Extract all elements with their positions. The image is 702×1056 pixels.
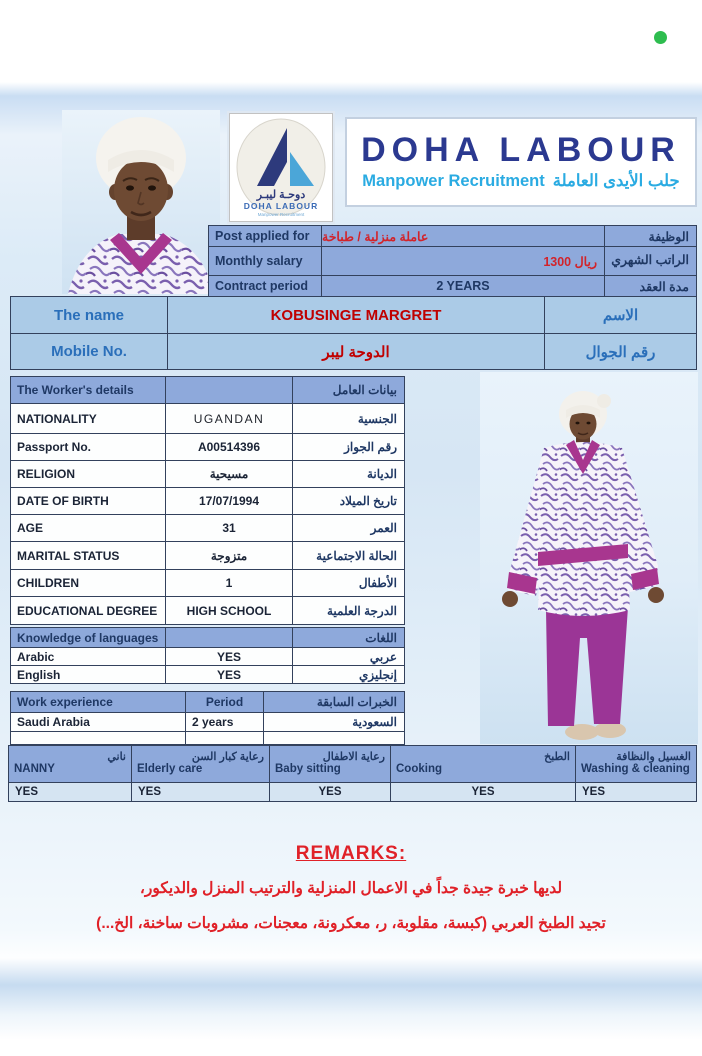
details-row-label: CHILDREN <box>11 570 166 597</box>
mobile-value: الدوحة ليبر <box>168 334 545 370</box>
details-row-arabic: الحالة الاجتماعية <box>293 542 405 570</box>
worker-fullbody-illustration <box>480 372 698 744</box>
worker-headshot-photo <box>62 110 220 294</box>
remarks-line: لديها خبرة جيدة جداً في الاعمال المنزلية والترتيب المنزل والديكور، <box>139 880 563 897</box>
skill-value: YES <box>576 783 697 802</box>
post-row-value: 2 YEARS <box>322 276 605 297</box>
green-status-dot <box>654 31 667 44</box>
skill-value: YES <box>132 783 270 802</box>
skill-header <box>9 746 132 783</box>
details-row-value: 1 <box>166 570 293 597</box>
skill-value: YES <box>270 783 391 802</box>
details-row-arabic: العمر <box>293 515 405 542</box>
language-row-label: English <box>11 666 166 684</box>
details-row-arabic: الدرجة العلمية <box>293 597 405 625</box>
logo-arabic-name: دوحـة ليبـر <box>256 189 306 201</box>
worker-fullbody-photo <box>480 372 698 744</box>
post-row-arabic: الوظيفة <box>605 226 697 247</box>
language-row-arabic: إنجليزي <box>293 666 405 684</box>
details-row-value: مسيحية <box>166 461 293 488</box>
post-applied-table <box>208 225 697 297</box>
worker-details-table <box>10 376 405 625</box>
details-row-value: 31 <box>166 515 293 542</box>
details-row-label: AGE <box>11 515 166 542</box>
languages-header-arabic: اللغات <box>293 628 405 648</box>
language-row-arabic: عربي <box>293 648 405 666</box>
skill-header-label: NANNY <box>14 763 55 776</box>
languages-header-spacer <box>166 628 293 648</box>
skills-table <box>8 745 697 802</box>
details-row-label: NATIONALITY <box>11 404 166 434</box>
languages-table <box>10 627 405 684</box>
experience-header-period: Period <box>186 692 264 713</box>
name-row-label: Mobile No. <box>11 334 168 370</box>
details-row-label: MARITAL STATUS <box>11 542 166 570</box>
details-header-arabic: بيانات العامل <box>293 377 405 404</box>
agency-logo <box>229 113 333 222</box>
experience-empty-cell <box>186 732 264 745</box>
details-row-value: متزوجة <box>166 542 293 570</box>
details-row-value: A00514396 <box>166 434 293 461</box>
language-row-value: YES <box>166 648 293 666</box>
name-table <box>10 296 697 370</box>
details-row-arabic: الأطفال <box>293 570 405 597</box>
skill-header-arabic: الغسيل والنظافة <box>616 750 691 763</box>
post-row-value: 1300 ريال <box>322 247 605 276</box>
details-row-arabic: الجنسية <box>293 404 405 434</box>
experience-row-label: Saudi Arabia <box>11 713 186 732</box>
logo-english-name: DOHA LABOUR <box>243 201 319 211</box>
post-row-label: Contract period <box>209 276 322 297</box>
company-subtitle <box>362 171 679 191</box>
skill-header <box>132 746 270 783</box>
post-row-arabic: الراتب الشهري <box>605 247 697 276</box>
details-header-label: The Worker's details <box>11 377 166 404</box>
logo-tagline: Manpower Recruitment <box>257 212 305 217</box>
experience-empty-cell <box>264 732 405 745</box>
skill-value: YES <box>9 783 132 802</box>
skill-header-label: Elderly care <box>137 763 203 776</box>
skill-header-arabic: ناني <box>107 750 126 763</box>
skill-header-label: Baby sitting <box>275 763 341 776</box>
details-row-arabic: الديانة <box>293 461 405 488</box>
details-row-label: Passport No. <box>11 434 166 461</box>
company-subtitle-en: Manpower Recruitment <box>362 172 545 190</box>
details-row-label: EDUCATIONAL DEGREE <box>11 597 166 625</box>
name-row-label: The name <box>11 297 168 334</box>
details-row-label: DATE OF BIRTH <box>11 488 166 515</box>
skill-header-arabic: رعاية الاطفال <box>322 750 385 763</box>
remarks-line: تجيد الطبخ العربي (كبسة، مقلوبة، ر، معكرونة، معجنات، مشروبات ساخنة، الخ...) <box>96 915 606 932</box>
experience-empty-cell <box>11 732 186 745</box>
skill-value: YES <box>391 783 576 802</box>
details-row-value: 17/07/1994 <box>166 488 293 515</box>
skill-header-label: Cooking <box>396 763 442 776</box>
experience-row-period: 2 years <box>186 713 264 732</box>
languages-header-label: Knowledge of languages <box>11 628 166 648</box>
skill-header-arabic: رعاية كبار السن <box>191 750 264 763</box>
details-row-arabic: رقم الجواز <box>293 434 405 461</box>
post-row-label: Post applied for <box>209 226 322 247</box>
remarks-title: REMARKS: <box>295 843 407 864</box>
language-row-value: YES <box>166 666 293 684</box>
skill-header <box>391 746 576 783</box>
company-header <box>345 117 697 207</box>
skill-header-label: Washing & cleaning <box>581 763 690 776</box>
worker-headshot-illustration <box>62 110 220 294</box>
experience-header-label: Work experience <box>11 692 186 713</box>
details-row-label: RELIGION <box>11 461 166 488</box>
post-row-label: Monthly salary <box>209 247 322 276</box>
post-row-value: عاملة منزلية / طباخة <box>322 226 605 247</box>
company-subtitle-ar: جلب الأيدى العاملة <box>552 172 680 190</box>
name-row-arabic: رقم الجوال <box>545 334 697 370</box>
details-row-arabic: تاريخ الميلاد <box>293 488 405 515</box>
skill-header-arabic: الطبخ <box>544 750 570 763</box>
skill-header <box>576 746 697 783</box>
agency-logo-illustration <box>230 114 332 221</box>
details-header-spacer <box>166 377 293 404</box>
experience-row-arabic: السعودية <box>264 713 405 732</box>
company-title: DOHA LABOUR <box>361 131 681 169</box>
language-row-label: Arabic <box>11 648 166 666</box>
name-row-arabic: الاسم <box>545 297 697 334</box>
skill-header <box>270 746 391 783</box>
post-row-arabic: مدة العقد <box>605 276 697 297</box>
worker-name-value: KOBUSINGE MARGRET <box>168 297 545 334</box>
details-row-value: HIGH SCHOOL <box>166 597 293 625</box>
details-row-value: UGANDAN <box>166 404 293 434</box>
experience-table <box>10 691 405 745</box>
experience-header-arabic: الخبرات السابقة <box>264 692 405 713</box>
